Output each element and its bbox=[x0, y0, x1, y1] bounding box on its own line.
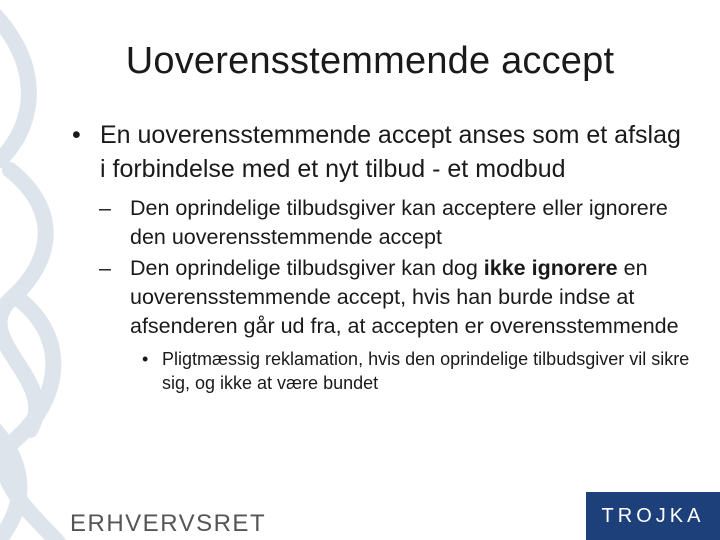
logo-text: TROJKA bbox=[601, 504, 705, 527]
footer-brand-text: ERHVERVSRET bbox=[70, 510, 267, 537]
bullet-text-emphasis: ikke ignorere bbox=[483, 256, 618, 280]
bullet-level3 bbox=[72, 347, 692, 395]
bullet-text: En uoverensstemmende accept anses som et afslag i forbindelse med et nyt tilbud - et modbud bbox=[100, 121, 681, 183]
bullet-level1 bbox=[72, 118, 692, 186]
bullet-text-part: en uoverensstemmende accept, hvis han burde indse at afsenderen går ud fra, at accepten er overensstemmende bbox=[130, 256, 679, 338]
bullet-level2 bbox=[72, 194, 692, 252]
slide-title: Uoverensstemmende accept bbox=[125, 40, 615, 82]
trojka-logo bbox=[586, 492, 720, 540]
bullet-dash-icon: – bbox=[99, 256, 111, 280]
bullet-level2 bbox=[72, 254, 692, 341]
bullet-dot-icon: • bbox=[142, 349, 149, 369]
bullet-text-part: Den oprindelige tilbudsgiver kan dog bbox=[130, 256, 484, 280]
bullet-text: Den oprindelige tilbudsgiver kan acceptere eller ignorere den uoverensstemmende accept bbox=[130, 196, 668, 249]
slide-content bbox=[72, 118, 692, 395]
bullet-dot-icon: • bbox=[72, 121, 81, 149]
bullet-dash-icon: – bbox=[99, 196, 111, 220]
bullet-text: Pligtmæssig reklamation, hvis den oprindelige tilbudsgiver vil sikre sig, og ikke at være bundet bbox=[162, 349, 690, 393]
